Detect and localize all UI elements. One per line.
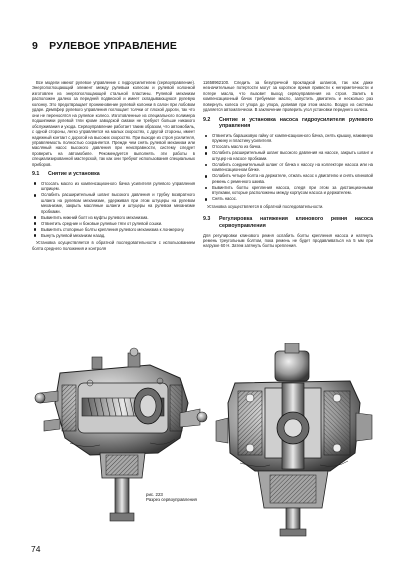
section-title: Снятие и установка насоса гидроусилителя рулевого управления bbox=[219, 116, 373, 130]
list-item: Вывинтить стопорные болты крепления рулевого механизма к лонжерону. bbox=[32, 227, 195, 232]
section-title: Снятие и установка bbox=[48, 171, 100, 178]
intro-paragraph: Все модели имеют рулевое управление с гидроусилителем (сервоуправление). Энергопоглощающий элемент между рулевым колесом и рулевой колонкой изготовлен из энергопоглощающей стальной пластины. Рулевой механизм расположен далеко за передней подвеской и имеет складывающуюся рулевую колонку. Это предотвращает проникновение рулевой колонки в салон при лобовом ударе. Демпфер рулевого управления поглощает толчки от плохой дороги, так что они не переносятся на рулевое колесо. Изготовленные из специального полимера подшипники рулевой тяги кроме заводской смазки не требуют больше никакого обслуживания и ухода. Сервоуправление работает таким образом, что автомобиль, с одной стороны, легко управляется на малых скоростях, с другой стороны, имеет надежный контакт с дорогой на высоких скоростях. При выходе из строя усилителя, управляемость полностью сохраняется. Прежде чем снять рулевой механизм или масляный насос высокого давления при неисправности, систему следует проверить на автомобиле. Рекомендуется выполнять эти работы в специализированной мастерской, так как они требуют использования специальных приборов. bbox=[32, 80, 195, 167]
list-item: Отсосать масло из бачка. bbox=[203, 144, 373, 149]
list-item: Отвинтить средние и боковые рулевые тяги от рулевой сошки. bbox=[32, 221, 195, 226]
steps-list-9-1 bbox=[32, 181, 195, 239]
figure-caption bbox=[146, 492, 197, 503]
steering-gear-illustration bbox=[30, 343, 375, 538]
list-item: Ослабить расширительный шланг высокого давления и трубку возвратного шланга на рулевом механизме, удерживая при этом штуцеры на рулевом механизме, закрыть масляные шланги и штуцеры на рулевом механизме пробками. bbox=[32, 192, 195, 214]
list-item: Отвинтить барашковую гайку от компенсационного бачка, снять крышку, нажимную пружину и пластину усилителя. bbox=[203, 133, 373, 144]
belt-adjustment-text: Для регулировки клинового ремня ослабить болты крепления насоса и натянуть ремень треугольным болтом, пока ремень не будет продавливаться на 5 мм при нагрузке 60 Н. Затем затянуть болты крепления. bbox=[203, 232, 373, 249]
installation-note: Установка осуществляется в обратной последовательности. bbox=[207, 203, 324, 209]
section-heading-9-2 bbox=[203, 117, 373, 130]
list-item: Ослабить соединительный шланг от бачка к насосу на коллекторе насоса или на компенсационном бачке. bbox=[203, 162, 373, 173]
chapter-heading bbox=[32, 40, 177, 52]
list-item: Вынуть рулевой механизм назад. bbox=[32, 233, 195, 238]
right-cutaway-view bbox=[216, 343, 372, 536]
section-number: 9.2 bbox=[203, 116, 211, 123]
left-column bbox=[32, 80, 195, 253]
section-heading-9-3 bbox=[203, 216, 373, 229]
right-column bbox=[203, 80, 373, 251]
chapter-number: 9 bbox=[32, 40, 39, 52]
list-item: Вывинтить болты крепления насоса, следя при этом за дистанционными втулками, которые расположены между корпусом насоса и держателем. bbox=[203, 185, 373, 196]
list-item: Отсосать масло из компенсационного бачка усилителя рулевого управления шприцем. bbox=[32, 181, 195, 192]
steps-list-9-2 bbox=[203, 133, 373, 202]
list-item: Вывинтить нижний болт из муфты рулевого механизма. bbox=[32, 215, 195, 220]
figure-title: Разрез сервоуправления bbox=[146, 497, 197, 503]
section-title: Регулировка натяжения клинового ремня насоса сервоуправления bbox=[219, 216, 373, 229]
page-number: 74 bbox=[31, 544, 41, 554]
continued-paragraph: 11658962100. Следить за безупречной прокладкой шлангов, так как даже незначительные потертости могут за короткое время привести к негерметичности и потере масла, что вызовет выход сервоуправления из строя. Залить в компенсационный бачок требуемое масло, запустить двигатель и несколько раз повернуть колеса от упора до упора, доливая при этом масло. Воздух из системы удаляется автоматически. В заключение проверить угол установки переднего колеса. bbox=[203, 80, 373, 113]
figure-number: рис. 223 bbox=[146, 492, 163, 497]
steering-gear-drawing bbox=[30, 343, 375, 538]
chapter-title: РУЛЕВОЕ УПРАВЛЕНИЕ bbox=[49, 40, 178, 52]
list-item: Ослабить четыре болта на держателе, отжать насос к двигателю и снять клиновой ремень с ременного шкива. bbox=[203, 173, 373, 184]
installation-note: Установка осуществляется в обратной последовательности с использованием болта среднего положения и контроля bbox=[32, 240, 195, 251]
section-number: 9.3 bbox=[203, 216, 211, 223]
section-number: 9.1 bbox=[32, 171, 40, 178]
section-heading-9-1 bbox=[32, 171, 195, 178]
list-item: Ослабить расширительный шланг высокого давления на насосе, закрыть шланг и штуцер на насосе пробками. bbox=[203, 150, 373, 161]
list-item: Снять насос. bbox=[203, 196, 373, 201]
